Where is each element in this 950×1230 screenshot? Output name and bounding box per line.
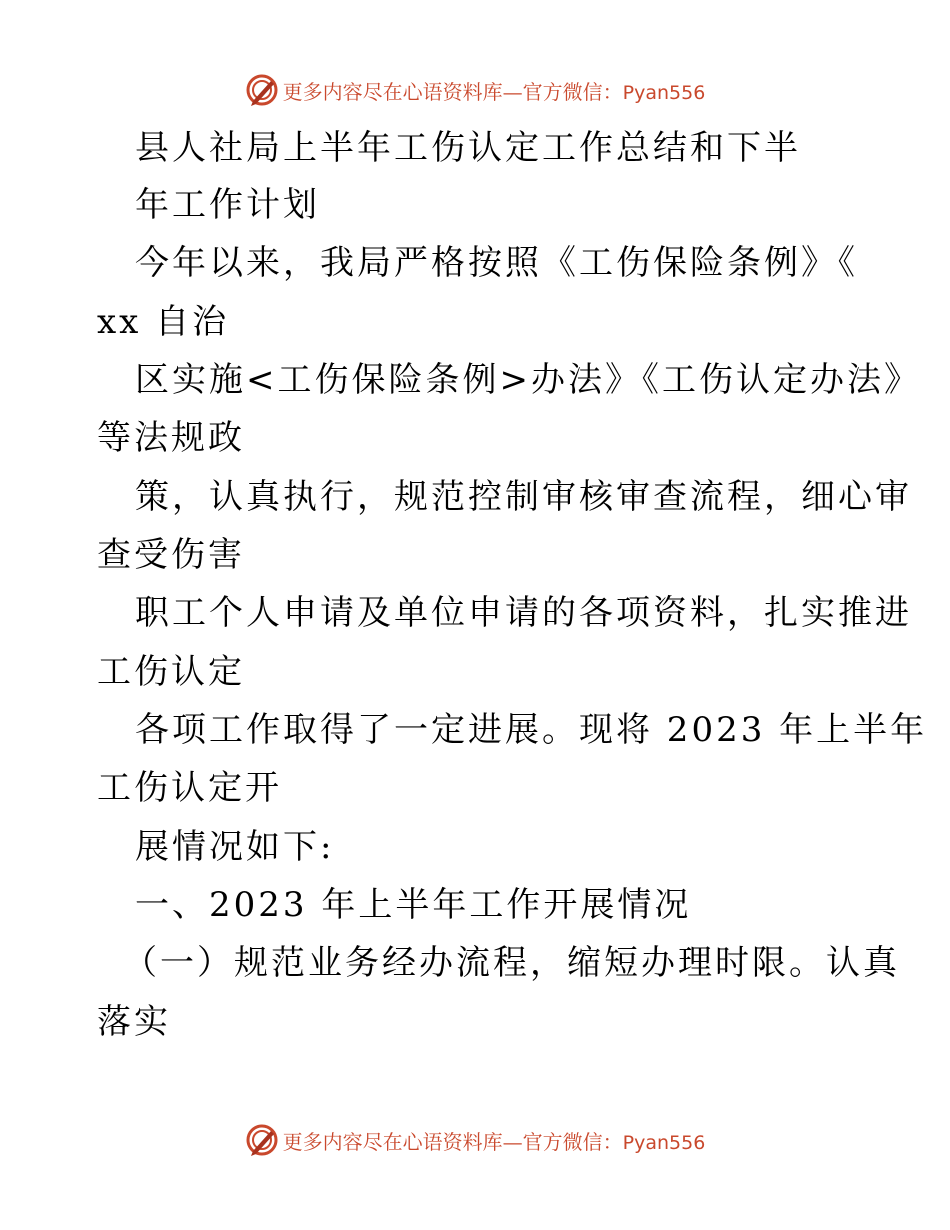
footer-wechat-id: Pyan556	[622, 1131, 706, 1154]
header-wechat-id: Pyan556	[622, 81, 706, 104]
title-line-1: 县人社局上半年工伤认定工作总结和下半	[135, 128, 801, 168]
logo-pen-icon	[245, 1123, 279, 1157]
paragraph-line: 策，认真执行，规范控制审核审查流程，细心审	[135, 477, 912, 517]
paragraph-line: 职工个人申请及单位申请的各项资料，扎实推进	[135, 593, 912, 633]
footer-banner-label: 更多内容尽在心语资料库—官方微信：	[282, 1129, 623, 1154]
header-banner-label: 更多内容尽在心语资料库—官方微信：	[282, 79, 623, 104]
paragraph-line: 区实施<工伤保险条例>办法》《工伤认定办法》	[135, 360, 921, 400]
paragraph-line: 各项工作取得了一定进展。现将 2023 年上半年	[135, 710, 928, 750]
footer-banner-text	[283, 1126, 706, 1155]
header-banner	[0, 70, 950, 110]
paragraph-line: 等法规政	[97, 418, 245, 458]
paragraph-line: 今年以来，我局严格按照《工伤保险条例》《	[135, 243, 858, 283]
section-heading: 一、2023 年上半年工作开展情况	[135, 885, 692, 925]
paragraph-line: xx 自治	[97, 302, 230, 342]
paragraph-line: 查受伤害	[97, 535, 245, 575]
logo-pen-icon	[245, 73, 279, 107]
paragraph-line: 工伤认定	[97, 652, 245, 692]
subsection-heading: （一）规范业务经办流程，缩短办理时限。认真	[123, 943, 900, 983]
header-banner-text	[283, 76, 706, 105]
title-line-2: 年工作计划	[135, 185, 320, 225]
footer-banner	[0, 1120, 950, 1160]
paragraph-line: 工伤认定开	[97, 768, 282, 808]
paragraph-line: 展情况如下:	[135, 827, 335, 867]
paragraph-line: 落实	[97, 1002, 171, 1042]
